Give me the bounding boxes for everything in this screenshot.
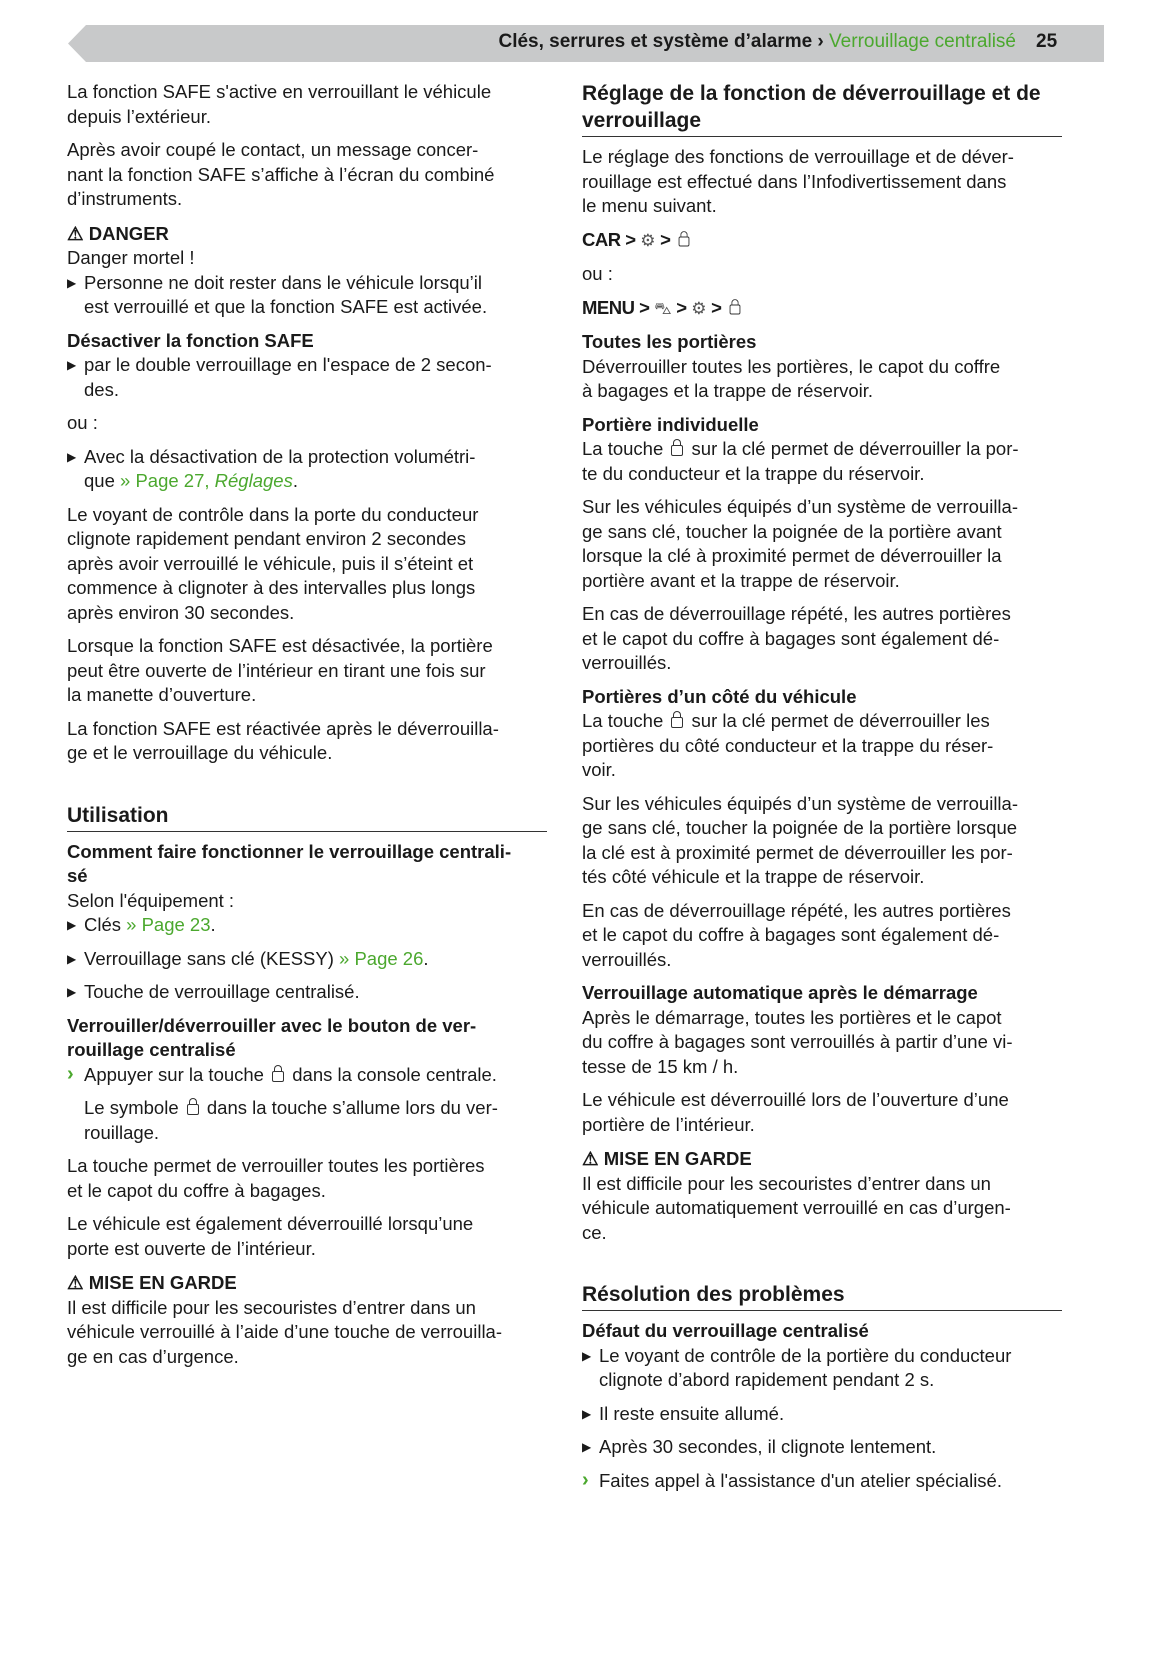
text: La fonction SAFE est réactivée après le déverrouilla- ge et le verrouillage du véhicule. — [67, 717, 499, 763]
triangle-bullet-icon: ▶ — [67, 449, 77, 464]
unlock-icon — [730, 304, 741, 314]
action-step — [582, 1469, 1062, 1494]
paragraph — [67, 246, 547, 271]
text: sur la clé permet de déverrouiller la por- te du conducteur et la trappe du réservoir. — [582, 438, 1019, 484]
menu-path — [582, 296, 1062, 322]
unlock-icon — [679, 236, 690, 246]
triangle-bullet-icon: ▶ — [67, 951, 77, 966]
text: . — [210, 914, 216, 935]
text: Personne ne doit rester dans le véhicule lorsqu’il est verrouillé et que la fonction SAFE est activée. — [84, 271, 488, 317]
breadcrumb-separator: › — [812, 31, 830, 52]
bullet-item — [582, 1435, 1062, 1460]
bullet-item — [67, 980, 547, 1005]
text: Toutes les portières — [582, 331, 757, 352]
breadcrumb-chapter: Clés, serrures et système d’alarme — [498, 31, 813, 52]
text: . — [292, 470, 298, 491]
subheading — [582, 981, 1062, 1006]
breadcrumb-section[interactable]: Verrouillage centralisé — [829, 31, 1016, 52]
paragraph — [67, 1296, 547, 1370]
text: Le réglage des fonctions de verrouillage et de déver- rouillage est effectué dans l’Infodivertissement dans le menu suivant. — [582, 146, 1014, 216]
text: Portières d’un côté du véhicule — [582, 685, 857, 707]
text: Sur les véhicules équipés d’un système de verrouilla- ge sans clé, toucher la poignée de la portière lorsque la clé est à proximité permet de déverrouiller les por- tés côté véhicule et la trappe de réservoir. — [582, 792, 1018, 887]
text: La touche permet de verrouiller toutes les portières et le capot du coffre à bagages. — [67, 1155, 485, 1201]
arrow-icon: › — [582, 1468, 589, 1491]
menu-path — [582, 228, 1062, 254]
page-link[interactable]: Réglages — [214, 470, 293, 491]
text: sur la clé permet de déverrouiller les portières du côté conducteur et la trappe du réser- voir. — [582, 710, 994, 780]
paragraph — [67, 503, 547, 626]
page-number: 25 — [1036, 31, 1058, 52]
text: > — [706, 296, 727, 318]
text: . — [423, 947, 429, 969]
triangle-bullet-icon: ▶ — [67, 358, 77, 372]
text: dans la console centrale. — [287, 1063, 497, 1085]
text: CAR — [582, 228, 621, 250]
triangle-bullet-icon: ▶ — [67, 918, 77, 932]
text: Défaut du verrouillage centralisé — [582, 1320, 869, 1341]
text: Le véhicule est déverrouillé lors de l’ouverture d’une portière de l’intérieur. — [582, 1089, 1009, 1135]
text: Verrouillage automatique après le démarrage — [582, 982, 978, 1003]
subheading — [582, 1319, 1062, 1344]
triangle-bullet-icon: ▶ — [67, 985, 77, 999]
text: Le véhicule est également déverrouillé lorsqu’une porte est ouverte de l’intérieur. — [67, 1213, 474, 1259]
text: MENU — [582, 296, 635, 318]
bullet-item — [67, 271, 547, 320]
subheading — [67, 840, 547, 889]
text: Danger mortel ! — [67, 247, 195, 268]
text: Clés — [84, 914, 127, 935]
text: par le double verrouillage en l'espace de 2 secon- des. — [84, 354, 492, 400]
breadcrumb — [498, 31, 1016, 53]
text: Le symbole — [84, 1097, 184, 1118]
triangle-bullet-icon: ▶ — [67, 275, 77, 290]
paragraph — [67, 1154, 547, 1203]
right-column — [582, 80, 1062, 1502]
text: Selon l'équipement : — [67, 889, 235, 911]
indented-note — [67, 1096, 547, 1145]
warning-heading — [582, 1147, 1062, 1172]
bullet-item — [67, 913, 547, 938]
settings-gear-icon: ⚙ — [640, 230, 656, 250]
lock-icon — [671, 445, 683, 456]
triangle-bullet-icon: ▶ — [582, 1406, 592, 1421]
text: La fonction SAFE s'active en verrouillant le véhicule depuis l’extérieur. — [67, 81, 492, 127]
paragraph — [582, 602, 1062, 676]
lock-icon — [671, 717, 683, 728]
bullet-item — [67, 947, 547, 972]
text: Comment faire fonctionner le verrouillage centrali- sé — [67, 840, 512, 886]
text: Le voyant de contrôle de la portière du conducteur clignote d’abord rapidement pendant 2 s. — [599, 1344, 1012, 1390]
text: Verrouiller/déverrouiller avec le bouton de ver- rouillage centralisé — [67, 1014, 477, 1060]
paragraph — [67, 138, 547, 212]
subheading — [67, 329, 547, 354]
text: Verrouillage sans clé (KESSY) — [84, 947, 340, 969]
paragraph — [67, 889, 547, 914]
bullet-item — [582, 1402, 1062, 1427]
subheading — [582, 330, 1062, 355]
text: En cas de déverrouillage répété, les autres portières et le capot du coffre à bagages sont également dé- verrouillés. — [582, 603, 1011, 673]
text: Portière individuelle — [582, 413, 759, 435]
paragraph — [582, 709, 1062, 783]
text: La touche — [582, 710, 669, 731]
paragraph — [67, 411, 547, 436]
triangle-bullet-icon: ▶ — [582, 1348, 592, 1363]
paragraph — [582, 495, 1062, 593]
action-step — [67, 1063, 547, 1088]
paragraph — [582, 262, 1062, 287]
paragraph — [67, 634, 547, 708]
paragraph — [582, 1088, 1062, 1137]
text: > — [634, 296, 655, 318]
text: Déverrouiller toutes les portières, le capot du coffre à bagages et la trappe de réservoir. — [582, 355, 1001, 401]
bullet-item — [67, 445, 547, 494]
text: ⚠ DANGER — [67, 222, 169, 244]
warning-heading — [67, 1271, 547, 1296]
text: Touche de verrouillage centralisé. — [84, 981, 360, 1002]
text: ⚠ MISE EN GARDE — [67, 1272, 237, 1293]
paragraph — [582, 1172, 1062, 1246]
text: Il est difficile pour les secouristes d’entrer dans un véhicule verrouillé à l’aide d’une touche de verrouilla- ge en cas d’urgence. — [67, 1296, 503, 1367]
paragraph — [582, 792, 1062, 890]
text: > — [620, 228, 641, 250]
text: Il est difficile pour les secouristes d’entrer dans un véhicule automatiquement verrouillé en cas d’urgen- ce. — [582, 1172, 1011, 1243]
paragraph — [67, 80, 547, 129]
paragraph — [67, 717, 547, 766]
lock-icon — [272, 1071, 284, 1082]
text: Appuyer sur la touche — [84, 1063, 270, 1085]
text: Après le démarrage, toutes les portières et le capot du coffre à bagages sont verrouillés à partir d’une vi- tesse de 15 km / h. — [582, 1006, 1013, 1077]
paragraph — [582, 437, 1062, 486]
bullet-item — [67, 353, 547, 402]
triangle-bullet-icon: ▶ — [582, 1440, 592, 1454]
text: > — [655, 228, 676, 250]
text: En cas de déverrouillage répété, les autres portières et le capot du coffre à bagages sont également dé- verrouillés. — [582, 899, 1011, 970]
arrow-icon: › — [67, 1062, 74, 1085]
settings-gear-icon: ⚙ — [691, 298, 707, 318]
section-heading — [582, 80, 1062, 137]
text: Après 30 secondes, il clignote lentement. — [599, 1436, 937, 1457]
text: Sur les véhicules équipés d’un système de verrouilla- ge sans clé, toucher la poignée de la portière avant lorsque la clé à proximité permet de déverrouiller la portière avant et la trappe de réservoir. — [582, 496, 1018, 591]
text: Le voyant de contrôle dans la porte du conducteur clignote rapidement pendant environ 2 secondes après avoir verrouillé le véhicule, puis il s’éteint et commence à clignoter à des intervalles plus longs après environ 30 secondes. — [67, 503, 479, 623]
text: Il reste ensuite allumé. — [599, 1402, 785, 1424]
text: ⚠ MISE EN GARDE — [582, 1148, 752, 1169]
paragraph — [582, 1006, 1062, 1080]
text: Lorsque la fonction SAFE est désactivée, la portière peut être ouverte de l’intérieur en tirant une fois sur la manette d’ouverture. — [67, 635, 493, 705]
paragraph — [67, 1212, 547, 1261]
text: Avec la désactivation de la protection volumétri- que — [84, 445, 476, 491]
text: Faites appel à l'assistance d'un atelier spécialisé. — [599, 1469, 1002, 1491]
section-heading — [582, 1281, 1062, 1311]
text: Utilisation — [67, 803, 169, 827]
subheading — [582, 413, 1062, 438]
text: Désactiver la fonction SAFE — [67, 329, 314, 351]
text: Après avoir coupé le contact, un message concer- nant la fonction SAFE s’affiche à l’écran du combiné d’instruments. — [67, 139, 495, 209]
text: Résolution des problèmes — [582, 1283, 845, 1306]
page-link[interactable]: » Page 26 — [339, 947, 424, 969]
subheading — [67, 1014, 547, 1063]
text: ou : — [67, 412, 98, 433]
paragraph — [582, 899, 1062, 973]
page-link[interactable]: » Page 23 — [126, 914, 211, 935]
left-column — [67, 80, 547, 1378]
text: La touche — [582, 438, 669, 459]
text: Réglage de la fonction de déverrouillage et de verrouillage — [582, 82, 1041, 132]
text: dans la touche s’allume lors du ver- rouillage. — [84, 1097, 498, 1143]
lock-icon — [187, 1104, 199, 1115]
page-link[interactable]: » Page 27, — [120, 470, 215, 491]
subheading — [582, 685, 1062, 710]
paragraph — [582, 355, 1062, 404]
section-heading — [67, 802, 547, 832]
car-icon: ⛍ — [654, 298, 672, 318]
text: > — [671, 296, 692, 318]
paragraph — [582, 145, 1062, 219]
bullet-item — [582, 1344, 1062, 1393]
text: ou : — [582, 263, 613, 284]
warning-heading — [67, 222, 547, 247]
